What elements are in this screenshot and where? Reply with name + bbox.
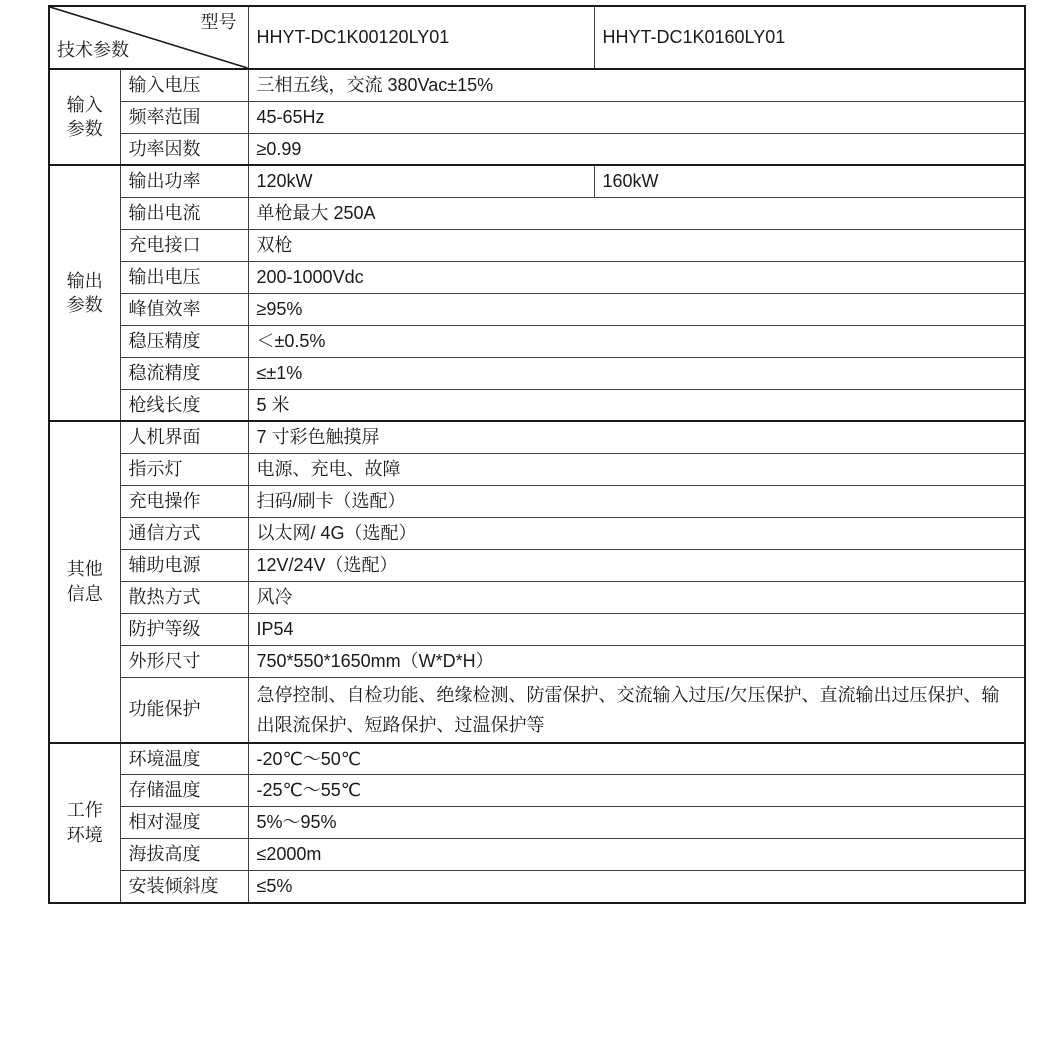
table-row [49,775,1025,807]
table-row [49,581,1025,613]
table-row [49,743,1025,775]
param-value: 5%～95% [248,807,1025,839]
param-value: 三相五线，交流 380Vac±15% [248,69,1025,101]
table-row [49,69,1025,101]
param-value: 12V/24V（选配） [248,549,1025,581]
table-row [49,101,1025,133]
table-row [49,645,1025,677]
param-value: ≤5% [248,871,1025,903]
param-label: 散热方式 [120,581,248,613]
header-row [49,6,1025,69]
corner-header-cell [49,6,248,69]
table-row [49,357,1025,389]
param-label: 安装倾斜度 [120,871,248,903]
param-value: 电源、充电、故障 [248,453,1025,485]
param-label: 稳流精度 [120,357,248,389]
table-row [49,871,1025,903]
param-value: 双枪 [248,229,1025,261]
param-value-model-1: 120kW [248,165,594,197]
table-row [49,389,1025,421]
param-label: 功能保护 [120,677,248,743]
param-label: 存储温度 [120,775,248,807]
param-value: -25℃～55℃ [248,775,1025,807]
param-label: 功率因数 [120,133,248,165]
table-row [49,293,1025,325]
param-label: 相对湿度 [120,807,248,839]
section-group-cell-output: 输出参数 [49,165,120,421]
param-label: 输入电压 [120,69,248,101]
param-value: ≤2000m [248,839,1025,871]
param-value: 急停控制、自检功能、绝缘检测、防雷保护、交流输入过压/欠压保护、直流输出过压保护、输出限流保护、短路保护、过温保护等 [248,677,1025,743]
table-row [49,453,1025,485]
param-value: ≥95% [248,293,1025,325]
table-row [49,677,1025,743]
param-value-model-2: 160kW [594,165,1025,197]
param-label: 海拔高度 [120,839,248,871]
param-label: 稳压精度 [120,325,248,357]
table-row [49,197,1025,229]
param-value: 200-1000Vdc [248,261,1025,293]
param-value: ≥0.99 [248,133,1025,165]
section-group-cell-other: 其他信息 [49,421,120,743]
table-row [49,133,1025,165]
param-label: 辅助电源 [120,549,248,581]
model-header-cell-1: HHYT-DC1K00120LY01 [248,6,594,69]
table-row [49,261,1025,293]
param-value: 7 寸彩色触摸屏 [248,421,1025,453]
param-label: 输出功率 [120,165,248,197]
section-group-cell-environment: 工作环境 [49,743,120,903]
spec-table-container [48,5,1026,904]
param-value: 45-65Hz [248,101,1025,133]
param-label: 环境温度 [120,743,248,775]
table-row [49,613,1025,645]
param-label: 指示灯 [120,453,248,485]
param-label: 充电接口 [120,229,248,261]
table-row [49,485,1025,517]
param-value: -20℃～50℃ [248,743,1025,775]
table-row [49,165,1025,197]
table-row [49,549,1025,581]
param-value: 以太网/ 4G（选配） [248,517,1025,549]
param-label: 人机界面 [120,421,248,453]
param-label: 峰值效率 [120,293,248,325]
table-row [49,839,1025,871]
param-value: 750*550*1650mm（W*D*H） [248,645,1025,677]
param-value: 5 米 [248,389,1025,421]
param-value: 单枪最大 250A [248,197,1025,229]
param-label: 输出电流 [120,197,248,229]
table-row [49,229,1025,261]
section-group-cell-input: 输入参数 [49,69,120,165]
table-row [49,807,1025,839]
param-label: 枪线长度 [120,389,248,421]
param-label: 频率范围 [120,101,248,133]
param-value: 扫码/刷卡（选配） [248,485,1025,517]
table-row [49,421,1025,453]
table-row [49,325,1025,357]
table-row [49,517,1025,549]
param-label: 输出电压 [120,261,248,293]
param-value: ≤±1% [248,357,1025,389]
param-value: ＜±0.5% [248,325,1025,357]
param-label: 通信方式 [120,517,248,549]
corner-label-tech-params: 技术参数 [57,39,129,60]
corner-label-model: 型号 [200,12,237,32]
param-value: IP54 [248,613,1025,645]
model-header-cell-2: HHYT-DC1K0160LY01 [594,6,1025,69]
param-label: 防护等级 [120,613,248,645]
param-value: 风冷 [248,581,1025,613]
spec-table [48,5,1026,904]
param-label: 充电操作 [120,485,248,517]
param-label: 外形尺寸 [120,645,248,677]
